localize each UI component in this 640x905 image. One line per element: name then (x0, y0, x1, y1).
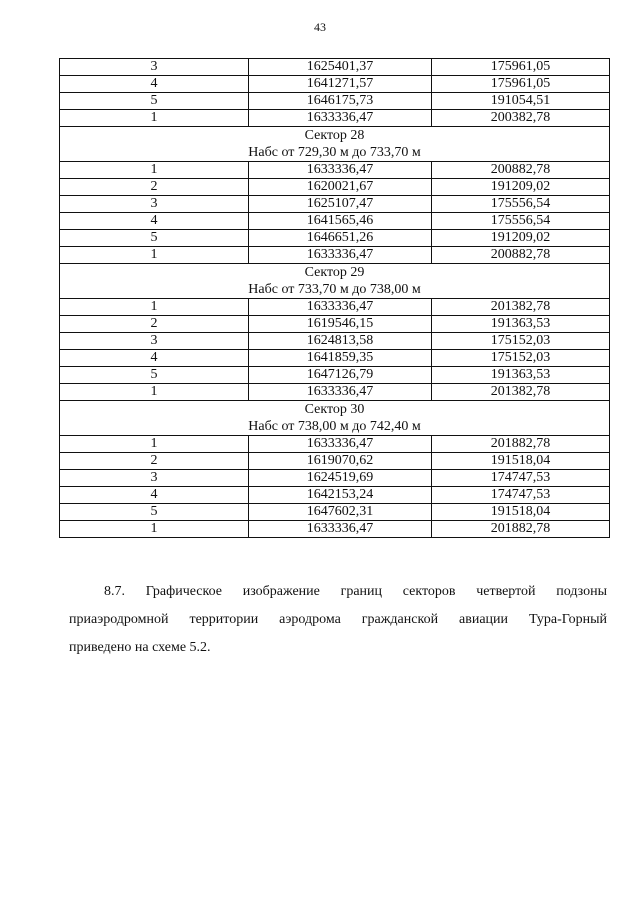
table-row (60, 93, 610, 110)
table-row (60, 162, 610, 179)
sector-header (60, 401, 610, 436)
sector-height-range: Набс от 729,30 м до 733,70 м (248, 145, 421, 160)
y-coordinate: 191518,04 (432, 453, 610, 470)
table-row (60, 76, 610, 93)
x-coordinate: 1646175,73 (249, 93, 432, 110)
x-coordinate: 1641859,35 (249, 350, 432, 367)
point-number: 2 (60, 179, 249, 196)
x-coordinate: 1633336,47 (249, 162, 432, 179)
x-coordinate: 1646651,26 (249, 230, 432, 247)
paragraph-line: приведено на схеме 5.2. (69, 640, 211, 655)
x-coordinate: 1625107,47 (249, 196, 432, 213)
sector-title-row (60, 401, 610, 436)
y-coordinate: 175152,03 (432, 350, 610, 367)
x-coordinate: 1647126,79 (249, 367, 432, 384)
table-row (60, 230, 610, 247)
point-number: 5 (60, 504, 249, 521)
y-coordinate: 175556,54 (432, 196, 610, 213)
point-number: 1 (60, 384, 249, 401)
y-coordinate: 191209,02 (432, 179, 610, 196)
table-row (60, 196, 610, 213)
x-coordinate: 1633336,47 (249, 521, 432, 538)
table-row (60, 487, 610, 504)
coordinates-table (59, 58, 610, 538)
point-number: 1 (60, 162, 249, 179)
table-row (60, 316, 610, 333)
sector-header (60, 127, 610, 162)
x-coordinate: 1625401,37 (249, 59, 432, 76)
point-number: 1 (60, 247, 249, 264)
table-row (60, 247, 610, 264)
point-number: 2 (60, 453, 249, 470)
x-coordinate: 1619070,62 (249, 453, 432, 470)
sector-title-row (60, 264, 610, 299)
y-coordinate: 175961,05 (432, 59, 610, 76)
sector-title-row (60, 127, 610, 162)
table-row (60, 453, 610, 470)
point-number: 5 (60, 93, 249, 110)
point-number: 1 (60, 436, 249, 453)
y-coordinate: 174747,53 (432, 470, 610, 487)
point-number: 3 (60, 333, 249, 350)
table-row (60, 521, 610, 538)
sector-height-range: Набс от 733,70 м до 738,00 м (248, 282, 421, 297)
y-coordinate: 201882,78 (432, 521, 610, 538)
table-row (60, 436, 610, 453)
x-coordinate: 1619546,15 (249, 316, 432, 333)
table-row (60, 299, 610, 316)
y-coordinate: 191518,04 (432, 504, 610, 521)
point-number: 4 (60, 76, 249, 93)
table-row (60, 367, 610, 384)
table-row (60, 504, 610, 521)
x-coordinate: 1624813,58 (249, 333, 432, 350)
sector-title: Сектор 28 (304, 128, 365, 143)
y-coordinate: 201882,78 (432, 436, 610, 453)
sector-title: Сектор 30 (304, 402, 365, 417)
sector-title: Сектор 29 (304, 265, 365, 280)
table-row (60, 110, 610, 127)
point-number: 1 (60, 110, 249, 127)
point-number: 1 (60, 299, 249, 316)
x-coordinate: 1633336,47 (249, 299, 432, 316)
point-number: 2 (60, 316, 249, 333)
sector-header (60, 264, 610, 299)
x-coordinate: 1633336,47 (249, 247, 432, 264)
y-coordinate: 200382,78 (432, 110, 610, 127)
y-coordinate: 174747,53 (432, 487, 610, 504)
sector-height-range: Набс от 738,00 м до 742,40 м (248, 419, 421, 434)
x-coordinate: 1647602,31 (249, 504, 432, 521)
x-coordinate: 1620021,67 (249, 179, 432, 196)
y-coordinate: 191363,53 (432, 316, 610, 333)
paragraph-line: приаэродромной территории аэродрома гражданской авиации Тура-Горный (69, 612, 607, 627)
point-number: 3 (60, 470, 249, 487)
point-number: 4 (60, 487, 249, 504)
table-row (60, 179, 610, 196)
point-number: 3 (60, 196, 249, 213)
x-coordinate: 1624519,69 (249, 470, 432, 487)
point-number: 3 (60, 59, 249, 76)
x-coordinate: 1642153,24 (249, 487, 432, 504)
y-coordinate: 191209,02 (432, 230, 610, 247)
y-coordinate: 191363,53 (432, 367, 610, 384)
table-row (60, 350, 610, 367)
y-coordinate: 175556,54 (432, 213, 610, 230)
paragraph-line: 8.7. Графическое изображение границ секторов четвертой подзоны (104, 584, 607, 599)
y-coordinate: 201382,78 (432, 299, 610, 316)
x-coordinate: 1641565,46 (249, 213, 432, 230)
table-row (60, 59, 610, 76)
point-number: 5 (60, 367, 249, 384)
table-row (60, 213, 610, 230)
x-coordinate: 1641271,57 (249, 76, 432, 93)
y-coordinate: 201382,78 (432, 384, 610, 401)
point-number: 4 (60, 213, 249, 230)
point-number: 5 (60, 230, 249, 247)
table-row (60, 333, 610, 350)
x-coordinate: 1633336,47 (249, 436, 432, 453)
table-row (60, 470, 610, 487)
y-coordinate: 175961,05 (432, 76, 610, 93)
point-number: 4 (60, 350, 249, 367)
y-coordinate: 200882,78 (432, 247, 610, 264)
x-coordinate: 1633336,47 (249, 110, 432, 127)
y-coordinate: 191054,51 (432, 93, 610, 110)
y-coordinate: 175152,03 (432, 333, 610, 350)
table-row (60, 384, 610, 401)
point-number: 1 (60, 521, 249, 538)
y-coordinate: 200882,78 (432, 162, 610, 179)
page-number: 43 (314, 20, 326, 34)
x-coordinate: 1633336,47 (249, 384, 432, 401)
